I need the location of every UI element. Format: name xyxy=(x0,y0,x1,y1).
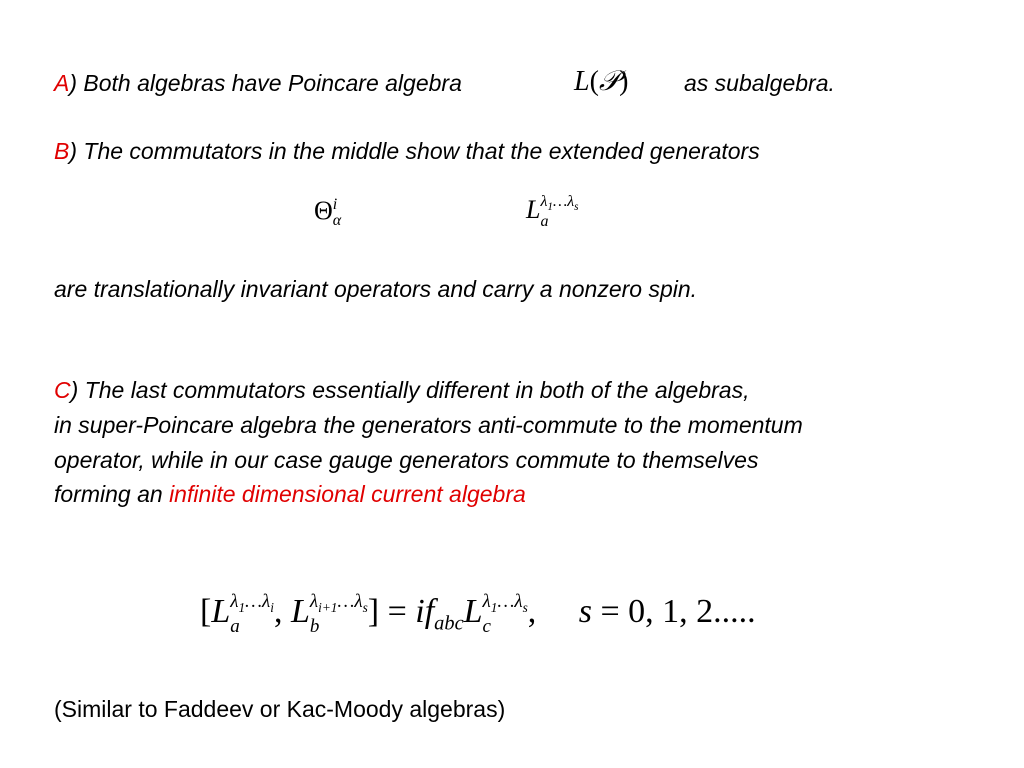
item-c-line2: in super-Poincare algebra the generators anti-commute to the momentum xyxy=(54,412,803,438)
item-b-text: ) The commutators in the middle show that the extended generators xyxy=(69,138,760,164)
item-a-text-after: as subalgebra. xyxy=(684,70,835,96)
item-b-line xyxy=(54,134,760,168)
item-c-line3: operator, while in our case gauge generators commute to themselves xyxy=(54,447,759,473)
footnote: (Similar to Faddeev or Kac-Moody algebras) xyxy=(54,696,506,722)
math-theta-generator: Θ i α xyxy=(314,196,342,230)
item-b-continuation: are translationally invariant operators and carry a nonzero spin. xyxy=(54,276,698,302)
item-c-line4 xyxy=(54,477,526,511)
item-c-text1: ) The last commutators essentially different in both of the algebras, xyxy=(70,377,750,403)
math-l-generator: L $\lambda_1\dots\lambda_s$ a xyxy=(526,193,579,230)
item-c-letter: C xyxy=(54,377,71,403)
commutator-formula: [L $\lambda_1\dots\lambda_i$ a , L $\lambda_{i+1}\dots\lambda_s$ b ] = $if_{abc}L$ $\lambda_1\dots\lambda_s$ c , s = 0, 1, 2..... xyxy=(200,591,756,637)
item-c-line4-prefix: forming an xyxy=(54,481,170,507)
item-a-text: ) Both algebras have Poincare algebra xyxy=(69,70,462,96)
item-c-line1 xyxy=(54,373,749,407)
item-a-math-lp: L(𝒫) xyxy=(574,66,629,97)
item-b-letter: B xyxy=(54,138,70,164)
item-c-highlight: infinite dimensional current algebra xyxy=(169,481,526,507)
item-a-line xyxy=(54,66,462,100)
item-a-letter: A xyxy=(54,70,70,96)
